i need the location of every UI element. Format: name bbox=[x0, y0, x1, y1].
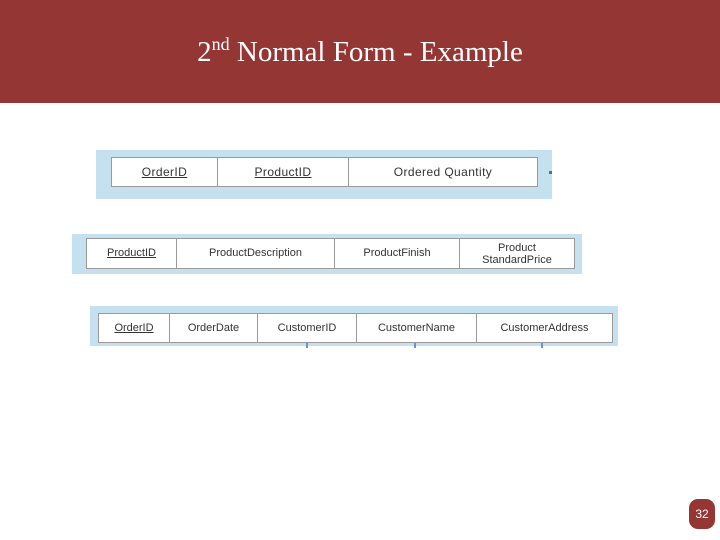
title-text: Normal Form - Example bbox=[229, 36, 523, 68]
column-product-finish bbox=[335, 239, 460, 268]
dependency-arrow-tick bbox=[549, 171, 552, 174]
column-customer-id bbox=[258, 314, 357, 342]
page-number: 32 bbox=[695, 507, 709, 521]
relation-order bbox=[98, 313, 613, 343]
column-customer-name bbox=[357, 314, 477, 342]
column-label: CustomerID bbox=[277, 321, 337, 334]
dependency-arrow-tick bbox=[306, 343, 308, 348]
column-ordered-quantity bbox=[349, 158, 537, 186]
column-product-description bbox=[177, 239, 335, 268]
column-label: CustomerName bbox=[377, 321, 456, 334]
relation-product bbox=[86, 238, 575, 269]
column-label: OrderDate bbox=[187, 321, 240, 334]
page-number-badge bbox=[689, 499, 715, 529]
dependency-arrow-tick bbox=[414, 343, 416, 348]
column-order-date bbox=[170, 314, 258, 342]
slide-title bbox=[0, 34, 720, 73]
title-number: 2 bbox=[197, 36, 212, 68]
column-product-id bbox=[87, 239, 177, 268]
column-order-id bbox=[112, 158, 218, 186]
column-order-id bbox=[99, 314, 170, 342]
column-label: Product StandardPrice bbox=[482, 241, 552, 266]
column-label: ProductID bbox=[254, 164, 312, 179]
title-ordinal: nd bbox=[211, 34, 230, 54]
dependency-arrow-tick bbox=[541, 343, 543, 348]
column-product-id bbox=[218, 158, 349, 186]
column-label: CustomerAddress bbox=[500, 321, 589, 334]
column-label: ProductFinish bbox=[363, 247, 431, 259]
column-label: OrderID bbox=[114, 321, 154, 334]
column-label: Ordered Quantity bbox=[393, 164, 493, 179]
column-label: ProductDescription bbox=[209, 247, 302, 259]
column-customer-address bbox=[477, 314, 612, 342]
column-product-standard-price bbox=[460, 239, 574, 268]
column-label: ProductID bbox=[107, 247, 156, 259]
column-label: OrderID bbox=[141, 164, 188, 179]
relation-order-line bbox=[111, 157, 538, 187]
